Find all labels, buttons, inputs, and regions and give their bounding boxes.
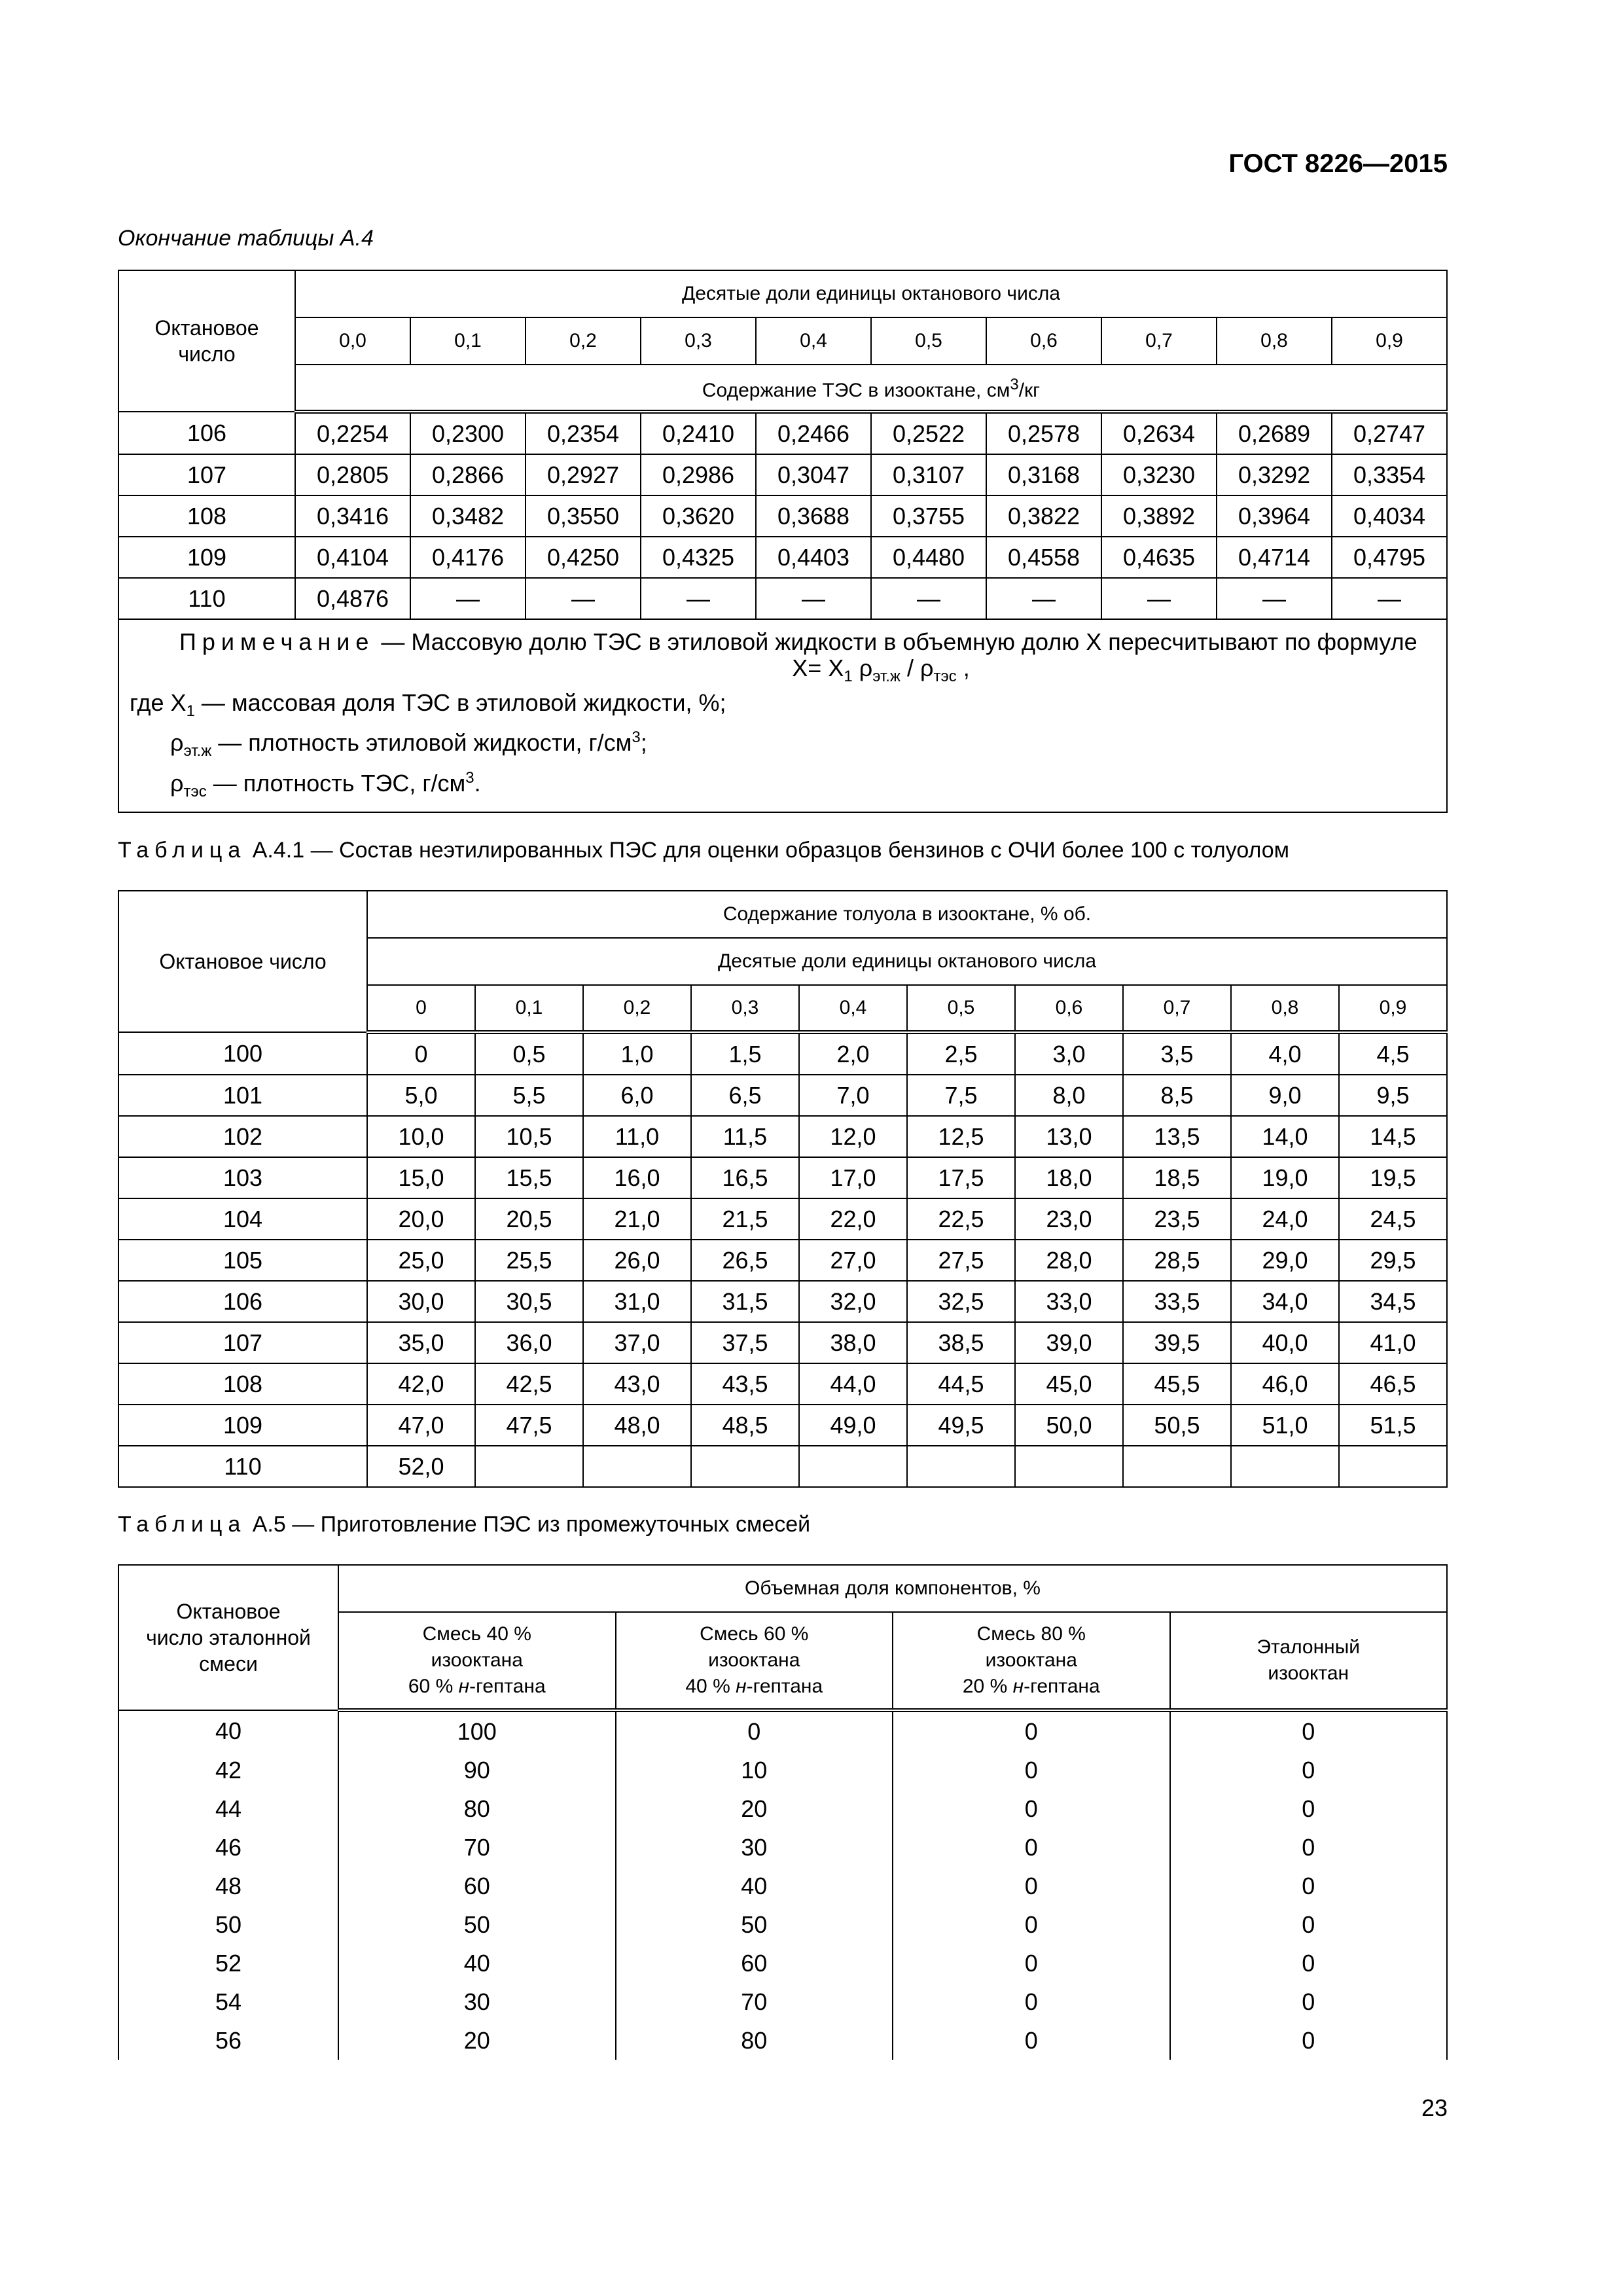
table-cell: 26,5 (691, 1240, 799, 1281)
table-cell: 40,0 (1231, 1322, 1339, 1363)
row-label: 48 (118, 1867, 338, 1905)
table-cell: 46,5 (1339, 1363, 1447, 1405)
table-cell: — (641, 578, 756, 619)
column-header: Смесь 60 % изооктана 40 % н-гептана (616, 1612, 893, 1710)
table-cell: 0,3688 (756, 495, 871, 537)
table-a5 (118, 1564, 1448, 2060)
row-label: 108 (118, 495, 295, 537)
row-label: 110 (118, 1446, 367, 1487)
column-header: 0,8 (1217, 317, 1332, 365)
table-cell: 80 (338, 1789, 616, 1828)
table-cell: 0,2634 (1101, 412, 1217, 454)
column-header: 0,7 (1123, 985, 1231, 1032)
table-cell: 0,3822 (986, 495, 1101, 537)
table-cell: 37,5 (691, 1322, 799, 1363)
table-cell: — (526, 578, 641, 619)
column-header: 0,2 (583, 985, 691, 1032)
table-cell: 30,5 (475, 1281, 583, 1322)
table-cell: 0 (1170, 1710, 1448, 1751)
table-cell: 10,5 (475, 1116, 583, 1157)
table-cell: 0 (893, 1828, 1170, 1867)
table-cell: 0,2866 (410, 454, 526, 495)
table-cell: 5,0 (367, 1075, 475, 1116)
table-cell: 0,3168 (986, 454, 1101, 495)
header-octane-number: Октановое число (118, 270, 295, 412)
table-cell: 0 (1170, 1751, 1448, 1789)
table-cell: 21,5 (691, 1198, 799, 1240)
table-cell: 19,0 (1231, 1157, 1339, 1198)
table-cell: 37,0 (583, 1322, 691, 1363)
table-cell: 0,3620 (641, 495, 756, 537)
table-cell: 33,0 (1015, 1281, 1123, 1322)
table-cell: 9,5 (1339, 1075, 1447, 1116)
column-header: 0,5 (871, 317, 986, 365)
header-toluene-content: Содержание толуола в изооктане, % об. (367, 891, 1447, 938)
table-cell: — (986, 578, 1101, 619)
table-cell: 0 (893, 1944, 1170, 1982)
table-cell (691, 1446, 799, 1487)
row-label: 40 (118, 1710, 338, 1751)
table-cell: 0,2522 (871, 412, 986, 454)
table-cell: 0,2354 (526, 412, 641, 454)
table-cell: 17,5 (907, 1157, 1015, 1198)
row-label: 44 (118, 1789, 338, 1828)
table-cell: — (756, 578, 871, 619)
table-row (118, 1710, 1447, 1751)
table-cell: 0,4403 (756, 537, 871, 578)
table-cell: 34,0 (1231, 1281, 1339, 1322)
column-header: 0,0 (295, 317, 410, 365)
table-cell: 0,4325 (641, 537, 756, 578)
table-cell: 39,0 (1015, 1322, 1123, 1363)
table-cell: 0,2986 (641, 454, 756, 495)
table-cell: 0,3292 (1217, 454, 1332, 495)
table-cell: 19,5 (1339, 1157, 1447, 1198)
table-cell: 49,0 (799, 1405, 907, 1446)
table-cell (583, 1446, 691, 1487)
table-cell: 0,2747 (1332, 412, 1447, 454)
table-cell: 52,0 (367, 1446, 475, 1487)
table-cell: 40 (616, 1867, 893, 1905)
table-cell: 26,0 (583, 1240, 691, 1281)
table-row (118, 578, 1447, 619)
table-cell: 50,0 (1015, 1405, 1123, 1446)
table-cell: 11,5 (691, 1116, 799, 1157)
table-cell: 23,0 (1015, 1198, 1123, 1240)
table-cell: 0,4795 (1332, 537, 1447, 578)
table-cell: 8,0 (1015, 1075, 1123, 1116)
table-cell: 80 (616, 2021, 893, 2060)
table-cell: 15,0 (367, 1157, 475, 1198)
table-cell: 7,5 (907, 1075, 1015, 1116)
column-header: 0,6 (1015, 985, 1123, 1032)
table-cell: 0,2805 (295, 454, 410, 495)
row-label: 56 (118, 2021, 338, 2060)
header-tenths: Десятые доли единицы октанового числа (367, 938, 1447, 985)
row-label: 42 (118, 1751, 338, 1789)
header-octane-number: Октановое число (118, 891, 367, 1032)
table-cell: 7,0 (799, 1075, 907, 1116)
table-row (118, 1032, 1447, 1075)
table-cell: 0 (893, 1710, 1170, 1751)
table-cell (799, 1446, 907, 1487)
table-cell: 4,0 (1231, 1032, 1339, 1075)
table-cell: 38,0 (799, 1322, 907, 1363)
table-cell: 28,0 (1015, 1240, 1123, 1281)
table-row (118, 1363, 1447, 1405)
table-cell: 0,3755 (871, 495, 986, 537)
table-cell: 31,0 (583, 1281, 691, 1322)
table-cell: 0 (893, 2021, 1170, 2060)
table-cell: 0,4876 (295, 578, 410, 619)
table-cell: 0,2927 (526, 454, 641, 495)
table-cell: 13,5 (1123, 1116, 1231, 1157)
table-a41-caption: Таблица А.4.1 — Состав неэтилированных ПЭС для оценки образцов бензинов с ОЧИ более 100 с толуолом (118, 838, 1290, 863)
table-cell: 42,5 (475, 1363, 583, 1405)
row-label: 107 (118, 454, 295, 495)
table-cell: 27,0 (799, 1240, 907, 1281)
table-cell: 16,0 (583, 1157, 691, 1198)
table-cell: 6,5 (691, 1075, 799, 1116)
table-row (118, 1751, 1447, 1789)
table-row (118, 412, 1447, 454)
table-row (118, 1116, 1447, 1157)
table-cell: 0,2689 (1217, 412, 1332, 454)
row-label: 105 (118, 1240, 367, 1281)
table-cell: 0,3482 (410, 495, 526, 537)
table-cell: 10 (616, 1751, 893, 1789)
row-label: 102 (118, 1116, 367, 1157)
row-label: 107 (118, 1322, 367, 1363)
table-cell: 16,5 (691, 1157, 799, 1198)
table-cell (1231, 1446, 1339, 1487)
table-cell: — (871, 578, 986, 619)
table-row (118, 1157, 1447, 1198)
table-cell: 0,4635 (1101, 537, 1217, 578)
table-cell: 0,3964 (1217, 495, 1332, 537)
table-cell: 12,5 (907, 1116, 1015, 1157)
table-cell: 38,5 (907, 1322, 1015, 1363)
table-cell: 32,5 (907, 1281, 1015, 1322)
table-cell: 18,5 (1123, 1157, 1231, 1198)
note-formula: $X= X_1$ $\rho_{эт.ж} / \rho_{тэс}$ , (792, 655, 970, 686)
table-cell: 34,5 (1339, 1281, 1447, 1322)
table-cell: 42,0 (367, 1363, 475, 1405)
table-row (118, 1982, 1447, 2021)
table-cell: 0 (893, 1867, 1170, 1905)
table-cell: 45,5 (1123, 1363, 1231, 1405)
table-cell: 3,5 (1123, 1032, 1231, 1075)
table-cell: 40 (338, 1944, 616, 1982)
table-a4-note: Примечание — Массовую долю ТЭС в этиловой жидкости в объемную долю Х пересчитывают по формуле $X= X_1$ $\rho_{эт.ж} / \rho_{тэс}$ , где $X_1$ — массовая доля ТЭС в этиловой жидкости, %; $\rho_{эт.ж}$ — плотность этиловой жидкости, $г/см^3$; $\rho_{тэс}$ — плотность ТЭС, $г/см^3$. (118, 619, 1447, 812)
table-row (118, 1405, 1447, 1446)
row-label: 52 (118, 1944, 338, 1982)
row-label: 110 (118, 578, 295, 619)
row-label: 46 (118, 1828, 338, 1867)
table-cell: 14,5 (1339, 1116, 1447, 1157)
table-cell: 12,0 (799, 1116, 907, 1157)
table-cell: 0 (893, 1751, 1170, 1789)
table-cell: 13,0 (1015, 1116, 1123, 1157)
row-label: 103 (118, 1157, 367, 1198)
table-cell: 0,3230 (1101, 454, 1217, 495)
table-cell: 0 (1170, 1982, 1448, 2021)
header-tes-content: Содержание ТЭС в изооктане, $см^3/кг$ (295, 365, 1447, 412)
table-cell: 48,5 (691, 1405, 799, 1446)
row-label: 101 (118, 1075, 367, 1116)
table-cell: 9,0 (1231, 1075, 1339, 1116)
table-cell: 3,0 (1015, 1032, 1123, 1075)
table-cell: 0,2410 (641, 412, 756, 454)
table-cell: 0 (616, 1710, 893, 1751)
header-volume-fraction: Объемная доля компонентов, % (338, 1565, 1447, 1612)
table-cell: 18,0 (1015, 1157, 1123, 1198)
table-cell: 30,0 (367, 1281, 475, 1322)
table-cell: 32,0 (799, 1281, 907, 1322)
column-header: 0,3 (641, 317, 756, 365)
table-cell: 2,5 (907, 1032, 1015, 1075)
table-cell: — (1101, 578, 1217, 619)
table-cell: 0 (1170, 1828, 1448, 1867)
table-cell: 0,3892 (1101, 495, 1217, 537)
row-label: 100 (118, 1032, 367, 1075)
table-cell: 23,5 (1123, 1198, 1231, 1240)
table-cell: 100 (338, 1710, 616, 1751)
table-cell: 14,0 (1231, 1116, 1339, 1157)
table-a4-caption: Окончание таблицы А.4 (118, 226, 374, 251)
table-cell: — (1332, 578, 1447, 619)
column-header: 0,1 (475, 985, 583, 1032)
table-cell: 5,5 (475, 1075, 583, 1116)
table-cell: 0,4480 (871, 537, 986, 578)
table-cell (1015, 1446, 1123, 1487)
table-cell: 0 (893, 1982, 1170, 2021)
table-cell: 0,3550 (526, 495, 641, 537)
table-cell: 60 (616, 1944, 893, 1982)
table-cell: 0 (1170, 2021, 1448, 2060)
table-cell: 50 (616, 1905, 893, 1944)
table-cell: 29,0 (1231, 1240, 1339, 1281)
table-cell: 22,0 (799, 1198, 907, 1240)
table-cell: 0,4034 (1332, 495, 1447, 537)
table-cell: 8,5 (1123, 1075, 1231, 1116)
table-row (118, 454, 1447, 495)
table-cell: 0 (1170, 1905, 1448, 1944)
table-cell: 1,0 (583, 1032, 691, 1075)
table-cell: 25,0 (367, 1240, 475, 1281)
table-cell: — (1217, 578, 1332, 619)
table-cell: 0,2466 (756, 412, 871, 454)
table-cell: 0,4104 (295, 537, 410, 578)
table-cell: 25,5 (475, 1240, 583, 1281)
table-a4 (118, 270, 1448, 813)
table-row (118, 1240, 1447, 1281)
table-row (118, 1075, 1447, 1116)
table-cell: 39,5 (1123, 1322, 1231, 1363)
table-cell: 6,0 (583, 1075, 691, 1116)
table-row (118, 1828, 1447, 1867)
table-row (118, 1944, 1447, 1982)
table-cell: 0 (1170, 1944, 1448, 1982)
table-cell: 36,0 (475, 1322, 583, 1363)
column-header: 0,6 (986, 317, 1101, 365)
table-cell: 0,4176 (410, 537, 526, 578)
table-row (118, 1905, 1447, 1944)
table-cell: 47,5 (475, 1405, 583, 1446)
table-cell: 60 (338, 1867, 616, 1905)
table-cell: 0,4250 (526, 537, 641, 578)
table-row (118, 537, 1447, 578)
table-cell: 30 (616, 1828, 893, 1867)
row-label: 109 (118, 1405, 367, 1446)
table-cell: 47,0 (367, 1405, 475, 1446)
row-label: 106 (118, 1281, 367, 1322)
table-cell: 0,3354 (1332, 454, 1447, 495)
header-tenths: Десятые доли единицы октанового числа (295, 270, 1447, 317)
column-header: Смесь 80 % изооктана 20 % н-гептана (893, 1612, 1170, 1710)
table-cell: 43,0 (583, 1363, 691, 1405)
table-cell: 0,3416 (295, 495, 410, 537)
column-header: 0,8 (1231, 985, 1339, 1032)
column-header: Эталонный изооктан (1170, 1612, 1448, 1710)
column-header: 0 (367, 985, 475, 1032)
table-row (118, 2021, 1447, 2060)
table-row (118, 1867, 1447, 1905)
table-cell: 44,5 (907, 1363, 1015, 1405)
table-cell: 2,0 (799, 1032, 907, 1075)
table-cell: 0,4558 (986, 537, 1101, 578)
table-cell: 0,4714 (1217, 537, 1332, 578)
table-cell: 0 (1170, 1867, 1448, 1905)
table-cell: 31,5 (691, 1281, 799, 1322)
table-cell: 10,0 (367, 1116, 475, 1157)
table-cell: 50 (338, 1905, 616, 1944)
table-cell: 50,5 (1123, 1405, 1231, 1446)
column-header: 0,2 (526, 317, 641, 365)
table-cell (1339, 1446, 1447, 1487)
table-cell (1123, 1446, 1231, 1487)
table-cell (907, 1446, 1015, 1487)
page-number: 23 (1421, 2094, 1448, 2121)
table-cell: 90 (338, 1751, 616, 1789)
table-cell: 0 (367, 1032, 475, 1075)
row-label: 50 (118, 1905, 338, 1944)
table-row (118, 1446, 1447, 1487)
table-cell: 20,5 (475, 1198, 583, 1240)
table-cell: 17,0 (799, 1157, 907, 1198)
column-header: 0,9 (1332, 317, 1447, 365)
table-cell: 0,2578 (986, 412, 1101, 454)
row-label: 108 (118, 1363, 367, 1405)
table-cell: 51,5 (1339, 1405, 1447, 1446)
table-cell: 21,0 (583, 1198, 691, 1240)
table-cell: 20 (616, 1789, 893, 1828)
column-header: 0,7 (1101, 317, 1217, 365)
table-cell: 27,5 (907, 1240, 1015, 1281)
table-cell: 51,0 (1231, 1405, 1339, 1446)
table-cell: 30 (338, 1982, 616, 2021)
table-cell: 24,5 (1339, 1198, 1447, 1240)
table-row (118, 495, 1447, 537)
table-cell: 45,0 (1015, 1363, 1123, 1405)
table-cell: 15,5 (475, 1157, 583, 1198)
table-cell: 48,0 (583, 1405, 691, 1446)
table-cell: 22,5 (907, 1198, 1015, 1240)
table-cell (475, 1446, 583, 1487)
table-cell: 0 (893, 1905, 1170, 1944)
table-cell: 35,0 (367, 1322, 475, 1363)
row-label: 54 (118, 1982, 338, 2021)
column-header: 0,3 (691, 985, 799, 1032)
table-row (118, 1789, 1447, 1828)
table-cell: 33,5 (1123, 1281, 1231, 1322)
table-cell: 1,5 (691, 1032, 799, 1075)
table-cell: 0,2254 (295, 412, 410, 454)
table-cell: 11,0 (583, 1116, 691, 1157)
table-cell: 0,3107 (871, 454, 986, 495)
table-row (118, 1281, 1447, 1322)
table-row (118, 1198, 1447, 1240)
table-cell: 41,0 (1339, 1322, 1447, 1363)
column-header: 0,1 (410, 317, 526, 365)
table-cell: 0 (893, 1789, 1170, 1828)
table-cell: 0,3047 (756, 454, 871, 495)
row-label: 109 (118, 537, 295, 578)
column-header: 0,5 (907, 985, 1015, 1032)
document-id: ГОСТ 8226—2015 (1228, 149, 1448, 178)
table-cell: 0,5 (475, 1032, 583, 1075)
table-cell: 43,5 (691, 1363, 799, 1405)
table-cell: 0 (1170, 1789, 1448, 1828)
table-cell: 70 (616, 1982, 893, 2021)
table-a41 (118, 890, 1448, 1488)
column-header: 0,4 (756, 317, 871, 365)
table-cell: 20,0 (367, 1198, 475, 1240)
row-label: 104 (118, 1198, 367, 1240)
table-cell: 0,2300 (410, 412, 526, 454)
table-a5-caption: Таблица А.5 — Приготовление ПЭС из промежуточных смесей (118, 1512, 811, 1537)
header-octane-reference: Октановое число эталонной смеси (118, 1565, 338, 1710)
table-cell: 44,0 (799, 1363, 907, 1405)
table-cell: 28,5 (1123, 1240, 1231, 1281)
table-row (118, 1322, 1447, 1363)
table-cell: 70 (338, 1828, 616, 1867)
table-cell: — (410, 578, 526, 619)
column-header: 0,4 (799, 985, 907, 1032)
table-cell: 20 (338, 2021, 616, 2060)
table-cell: 24,0 (1231, 1198, 1339, 1240)
table-cell: 29,5 (1339, 1240, 1447, 1281)
table-cell: 49,5 (907, 1405, 1015, 1446)
column-header: 0,9 (1339, 985, 1447, 1032)
row-label: 106 (118, 412, 295, 454)
table-cell: 46,0 (1231, 1363, 1339, 1405)
column-header: Смесь 40 % изооктана 60 % н-гептана (338, 1612, 616, 1710)
table-cell: 4,5 (1339, 1032, 1447, 1075)
